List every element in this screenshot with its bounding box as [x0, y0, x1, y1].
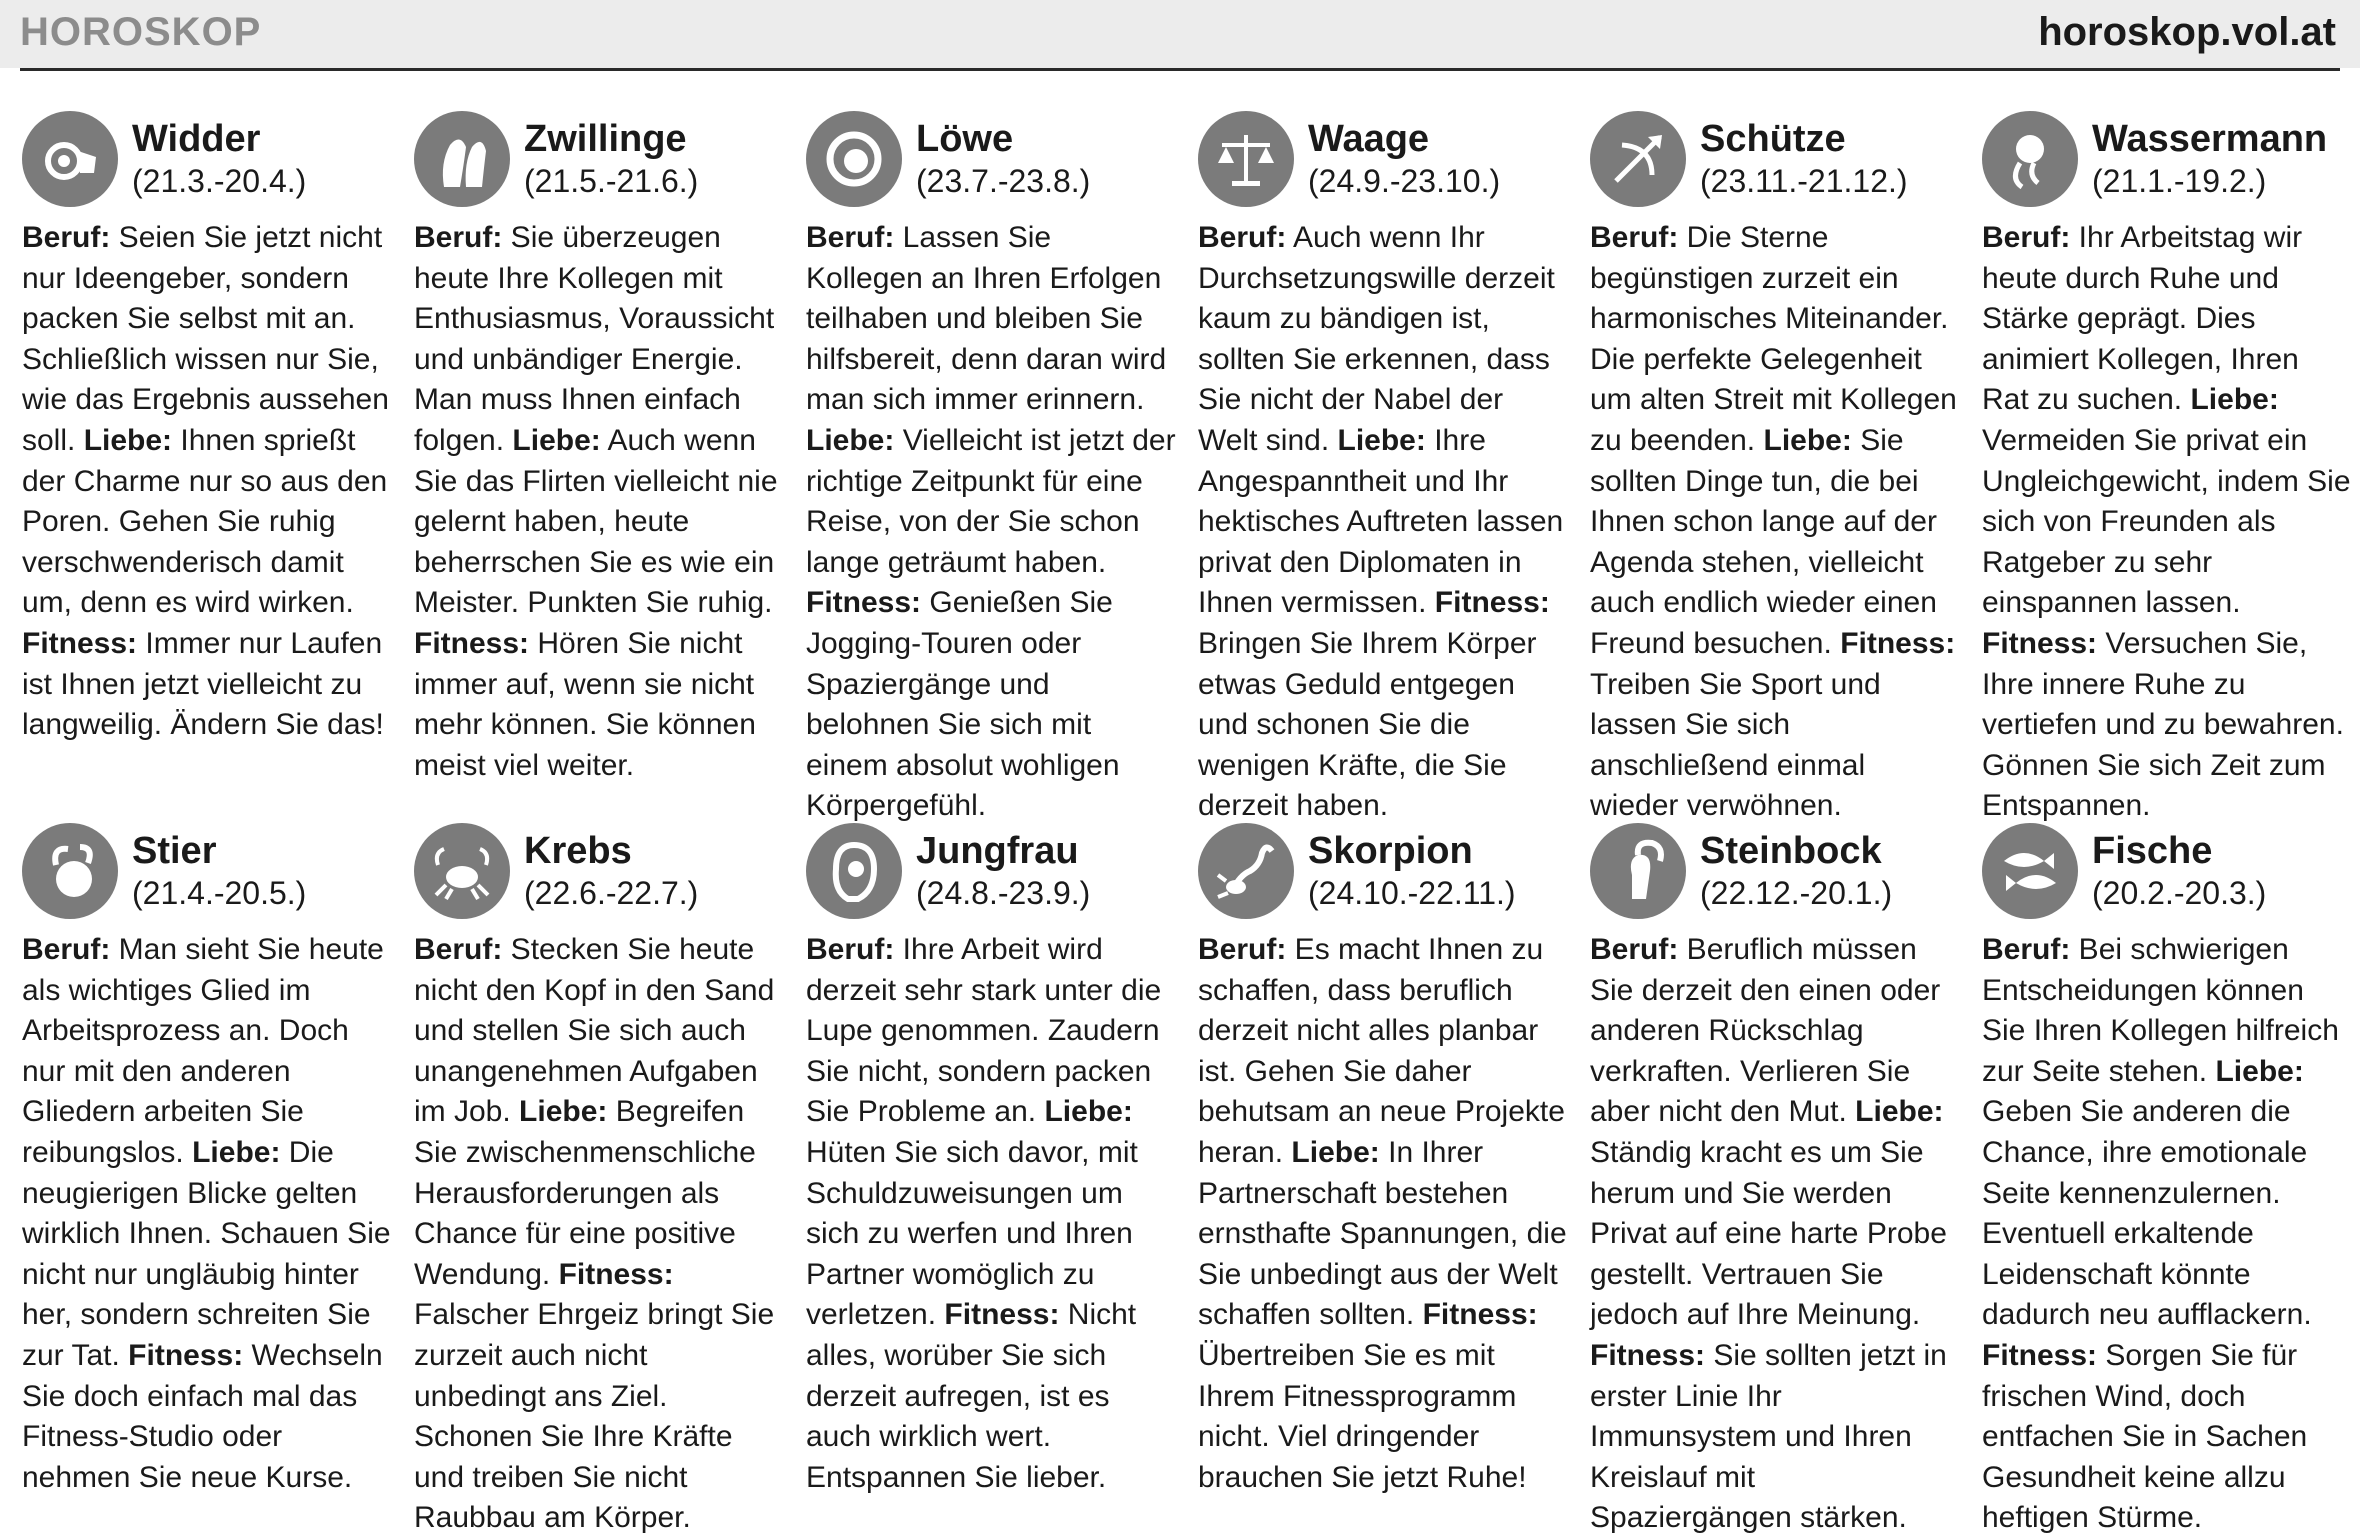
liebe-label: Liebe: — [806, 423, 895, 457]
sign-card-jungfrau — [806, 822, 1176, 1534]
beruf-label: Beruf: — [1590, 933, 1679, 966]
water-bearer-icon — [1982, 111, 2078, 207]
twins-icon — [414, 111, 510, 207]
sign-text — [414, 218, 784, 786]
beruf-label: Beruf: — [1982, 221, 2071, 254]
sign-dates: (20.2.-20.3.) — [2092, 875, 2267, 911]
sign-card-widder — [22, 110, 392, 822]
liebe-label: Liebe: — [1337, 423, 1426, 457]
sign-card-wassermann — [1982, 110, 2352, 822]
site-url: horoskop.vol.at — [2038, 10, 2336, 54]
liebe-text: Die neugierigen Blicke gelten wirklich Ihnen. Schauen Sie nicht nur ungläubig hinter her, sondern schreiten Sie zur Tat. — [22, 1135, 391, 1372]
sign-name: Widder — [132, 118, 261, 160]
sign-name: Zwillinge — [524, 118, 687, 160]
liebe-text: Geben Sie anderen die Chance, ihre emotionale Seite kennenzulernen. Eventuell erkaltende Leidenschaft könnte dadurch neu aufflackern. — [1982, 1095, 2312, 1332]
sign-dates: (24.8.-23.9.) — [916, 875, 1091, 911]
sign-text — [1982, 218, 2352, 827]
beruf-label: Beruf: — [414, 933, 503, 966]
liebe-text: Auch wenn Sie das Flirten vielleicht nie gelernt haben, heute beherrschen Sie es wie ein Meister. Punkten Sie ruhig. — [414, 423, 778, 620]
beruf-text: Ihre Arbeit wird derzeit sehr stark unter die Lupe genommen. Zaudern Sie nicht, sondern packen Sie Probleme an. — [806, 933, 1162, 1129]
liebe-label: Liebe: — [1763, 423, 1852, 457]
scales-icon — [1198, 111, 1294, 207]
fitness-label: Fitness: — [1982, 626, 2098, 660]
beruf-text: Lassen Sie Kollegen an Ihren Erfolgen teilhaben und bleiben Sie hilfsbereit, denn daran wird man sich immer erinnern. — [806, 221, 1167, 417]
beruf-label: Beruf: — [22, 933, 111, 966]
sign-card-stier — [22, 822, 392, 1534]
fitness-label: Fitness: — [806, 586, 922, 620]
fitness-text: Sorgen Sie für frischen Wind, doch entfachen Sie in Sachen Gesundheit keine allzu heftigen Stürme. — [1982, 1338, 2308, 1535]
sign-header — [22, 110, 392, 208]
fitness-label: Fitness: — [1590, 1338, 1706, 1372]
bull-icon — [22, 823, 118, 919]
header-bar — [0, 0, 2360, 68]
sign-card-löwe — [806, 110, 1176, 822]
fitness-text: Treiben Sie Sport und lassen Sie sich anschließend einmal wieder verwöhnen. — [1590, 667, 1881, 823]
fitness-label: Fitness: — [1434, 586, 1550, 620]
sign-name: Stier — [132, 830, 217, 872]
beruf-text: Auch wenn Ihr Durchsetzungswille derzeit kaum zu bändigen ist, sollten Sie erkennen, dass Sie nicht der Nabel der Welt sind. — [1198, 221, 1555, 457]
horoscope-grid — [22, 110, 2352, 1534]
fitness-text: Bringen Sie Ihrem Körper etwas Geduld entgegen und schonen Sie die wenigen Kräfte, die Sie derzeit haben. — [1198, 626, 1537, 823]
sign-name: Waage — [1308, 118, 1430, 160]
fitness-text: Wechseln Sie doch einfach mal das Fitness-Studio oder nehmen Sie neue Kurse. — [22, 1338, 383, 1494]
sign-text — [1982, 930, 2352, 1539]
sign-card-fische — [1982, 822, 2352, 1534]
sign-dates: (21.3.-20.4.) — [132, 163, 307, 199]
sign-dates: (23.7.-23.8.) — [916, 163, 1091, 199]
sign-dates: (21.4.-20.5.) — [132, 875, 307, 911]
beruf-text: Stecken Sie heute nicht den Kopf in den Sand und stellen Sie sich auch unangenehmen Aufgaben im Job. — [414, 933, 775, 1129]
beruf-label: Beruf: — [414, 221, 503, 254]
liebe-label: Liebe: — [1044, 1095, 1133, 1129]
liebe-text: Ständig kracht es um Sie herum und Sie werden Privat auf eine harte Probe gestellt. Vertrauen Sie jedoch auf Ihre Meinung. — [1590, 1135, 1947, 1332]
sign-text — [806, 218, 1176, 827]
sign-header — [1982, 110, 2352, 208]
liebe-text: In Ihrer Partnerschaft bestehen ernsthafte Spannungen, die Sie unbedingt aus der Welt schaffen sollten. — [1198, 1135, 1567, 1332]
sign-text — [414, 930, 784, 1539]
sign-card-krebs — [414, 822, 784, 1534]
sign-dates: (24.9.-23.10.) — [1308, 163, 1501, 199]
sign-name: Jungfrau — [916, 830, 1079, 872]
sign-text — [1198, 218, 1568, 827]
virgin-icon — [806, 823, 902, 919]
beruf-label: Beruf: — [1590, 221, 1679, 254]
beruf-text: Man sieht Sie heute als wichtiges Glied im Arbeitsprozess an. Doch nur mit den anderen Gliedern arbeiten Sie reibungslos. — [22, 933, 384, 1169]
sign-name: Skorpion — [1308, 830, 1473, 872]
sign-name: Wassermann — [2092, 118, 2328, 160]
fitness-label: Fitness: — [22, 626, 138, 660]
liebe-label: Liebe: — [1291, 1135, 1380, 1169]
page-title: HOROSKOP — [20, 10, 262, 54]
liebe-text: Sie sollten Dinge tun, die bei Ihnen schon lange auf der Agenda stehen, vielleicht auch endlich wieder einen Freund besuchen. — [1590, 423, 1937, 660]
header-divider — [20, 68, 2340, 71]
sign-header — [22, 822, 392, 920]
fitness-label: Fitness: — [944, 1298, 1060, 1332]
sign-text — [1590, 218, 1960, 827]
fitness-text: Nicht alles, worüber Sie sich derzeit aufregen, ist es auch wirklich wert. Entspannen Sie lieber. — [806, 1298, 1137, 1494]
sign-header — [1198, 110, 1568, 208]
liebe-text: Begreifen Sie zwischenmenschliche Herausforderungen als Chance für eine positive Wendung. — [414, 1095, 756, 1291]
beruf-label: Beruf: — [1198, 933, 1287, 966]
fitness-text: Falscher Ehrgeiz bringt Sie zurzeit auch nicht unbedingt ans Ziel. Schonen Sie Ihre Kräfte und treiben Sie nicht Raubbau am Körper. — [414, 1298, 775, 1535]
sign-name: Fische — [2092, 830, 2213, 872]
beruf-text: Beruflich müssen Sie derzeit den einen oder anderen Rückschlag verkraften. Verlieren Sie aber nicht den Mut. — [1590, 933, 1941, 1129]
sign-text — [806, 930, 1176, 1498]
ram-icon — [22, 111, 118, 207]
liebe-label: Liebe: — [519, 1095, 608, 1129]
sign-header — [806, 822, 1176, 920]
beruf-text: Seien Sie jetzt nicht nur Ideengeber, sondern packen Sie selbst mit an. Schließlich wissen nur Sie, wie das Ergebnis aussehen soll. — [22, 221, 389, 457]
liebe-label: Liebe: — [2215, 1054, 2304, 1088]
liebe-label: Liebe: — [2190, 383, 2279, 417]
sign-name: Löwe — [916, 118, 1014, 160]
beruf-label: Beruf: — [806, 221, 895, 254]
liebe-text: Vielleicht ist jetzt der richtige Zeitpunkt für eine Reise, von der Sie schon lange geträumt haben. — [806, 423, 1176, 579]
sign-dates: (21.1.-19.2.) — [2092, 163, 2267, 199]
crab-icon — [414, 823, 510, 919]
sign-text — [1590, 930, 1960, 1539]
lion-icon — [806, 111, 902, 207]
fitness-text: Sie sollten jetzt in erster Linie Ihr Immunsystem und Ihren Kreislauf mit Spaziergängen stärken. — [1590, 1338, 1947, 1535]
ibex-icon — [1590, 823, 1686, 919]
sign-dates: (23.11.-21.12.) — [1700, 163, 1908, 199]
sign-name: Steinbock — [1700, 830, 1882, 872]
liebe-label: Liebe: — [192, 1135, 281, 1169]
beruf-label: Beruf: — [22, 221, 111, 254]
sign-header — [414, 110, 784, 208]
sign-header — [1590, 822, 1960, 920]
fitness-label: Fitness: — [1982, 1338, 2098, 1372]
fitness-label: Fitness: — [128, 1338, 244, 1372]
fitness-text: Genießen Sie Jogging-Touren oder Spaziergänge und belohnen Sie sich mit einem absolut wohligen Körpergefühl. — [806, 586, 1120, 823]
beruf-label: Beruf: — [1198, 221, 1287, 254]
bow-arrow-icon — [1590, 111, 1686, 207]
sign-header — [1198, 822, 1568, 920]
beruf-text: Die Sterne begünstigen zurzeit ein harmonisches Miteinander. Die perfekte Gelegenheit um alten Streit mit Kollegen zu beenden. — [1590, 221, 1957, 457]
fitness-label: Fitness: — [1422, 1298, 1538, 1332]
sign-dates: (22.6.-22.7.) — [524, 875, 699, 911]
sign-dates: (21.5.-21.6.) — [524, 163, 699, 199]
liebe-text: Hüten Sie sich davor, mit Schuldzuweisungen um sich zu werfen und Ihren Partner womöglich zu verletzen. — [806, 1135, 1138, 1332]
beruf-text: Es macht Ihnen zu schaffen, dass beruflich derzeit nicht alles planbar ist. Gehen Sie daher behutsam an neue Projekte heran. — [1198, 933, 1565, 1169]
sign-text — [22, 218, 392, 746]
sign-card-zwillinge — [414, 110, 784, 822]
sign-header — [1590, 110, 1960, 208]
sign-dates: (22.12.-20.1.) — [1700, 875, 1893, 911]
fish-icon — [1982, 823, 2078, 919]
fitness-text: Immer nur Laufen ist Ihnen jetzt vielleicht zu langweilig. Ändern Sie das! — [22, 626, 384, 742]
beruf-text: Sie überzeugen heute Ihre Kollegen mit Enthusiasmus, Voraussicht und unbändiger Energie. Man muss Ihnen einfach folgen. — [414, 221, 775, 457]
fitness-text: Versuchen Sie, Ihre innere Ruhe zu vertiefen und zu bewahren. Gönnen Sie sich Zeit zum Entspannen. — [1982, 626, 2344, 823]
liebe-label: Liebe: — [512, 423, 601, 457]
beruf-text: Ihr Arbeitstag wir heute durch Ruhe und Stärke geprägt. Dies animiert Kollegen, Ihren Rat zu suchen. — [1982, 221, 2303, 417]
sign-name: Schütze — [1700, 118, 1846, 160]
liebe-text: Ihre Angespanntheit und Ihr hektisches Auftreten lassen privat den Diplomaten in Ihnen vermissen. — [1198, 423, 1564, 620]
sign-header — [414, 822, 784, 920]
sign-card-steinbock — [1590, 822, 1960, 1534]
sign-card-waage — [1198, 110, 1568, 822]
beruf-text: Bei schwierigen Entscheidungen können Sie Ihren Kollegen hilfreich zur Seite stehen. — [1982, 933, 2339, 1088]
sign-dates: (24.10.-22.11.) — [1308, 875, 1516, 911]
sign-text — [1198, 930, 1568, 1498]
sign-card-skorpion — [1198, 822, 1568, 1534]
beruf-label: Beruf: — [1982, 933, 2071, 966]
liebe-text: Vermeiden Sie privat ein Ungleichgewicht, indem Sie sich von Freunden als Ratgeber zu sehr einspannen lassen. — [1982, 423, 2351, 620]
sign-name: Krebs — [524, 830, 632, 872]
sign-header — [806, 110, 1176, 208]
fitness-label: Fitness: — [1840, 626, 1956, 660]
liebe-label: Liebe: — [1855, 1095, 1944, 1129]
sign-card-schütze — [1590, 110, 1960, 822]
fitness-text: Übertreiben Sie es mit Ihrem Fitnessprogramm nicht. Viel dringender brauchen Sie jetzt Ruhe! — [1198, 1338, 1527, 1494]
sign-text — [22, 930, 392, 1498]
fitness-label: Fitness: — [558, 1257, 674, 1291]
fitness-label: Fitness: — [414, 626, 530, 660]
sign-header — [1982, 822, 2352, 920]
beruf-label: Beruf: — [806, 933, 895, 966]
liebe-label: Liebe: — [83, 423, 173, 457]
fitness-text: Hören Sie nicht immer auf, wenn sie nicht mehr können. Sie können meist viel weiter. — [414, 626, 756, 782]
liebe-text: Ihnen sprießt der Charme nur so aus den Poren. Gehen Sie ruhig verschwenderisch damit um, denn es wird wirken. — [22, 423, 388, 620]
scorpion-icon — [1198, 823, 1294, 919]
